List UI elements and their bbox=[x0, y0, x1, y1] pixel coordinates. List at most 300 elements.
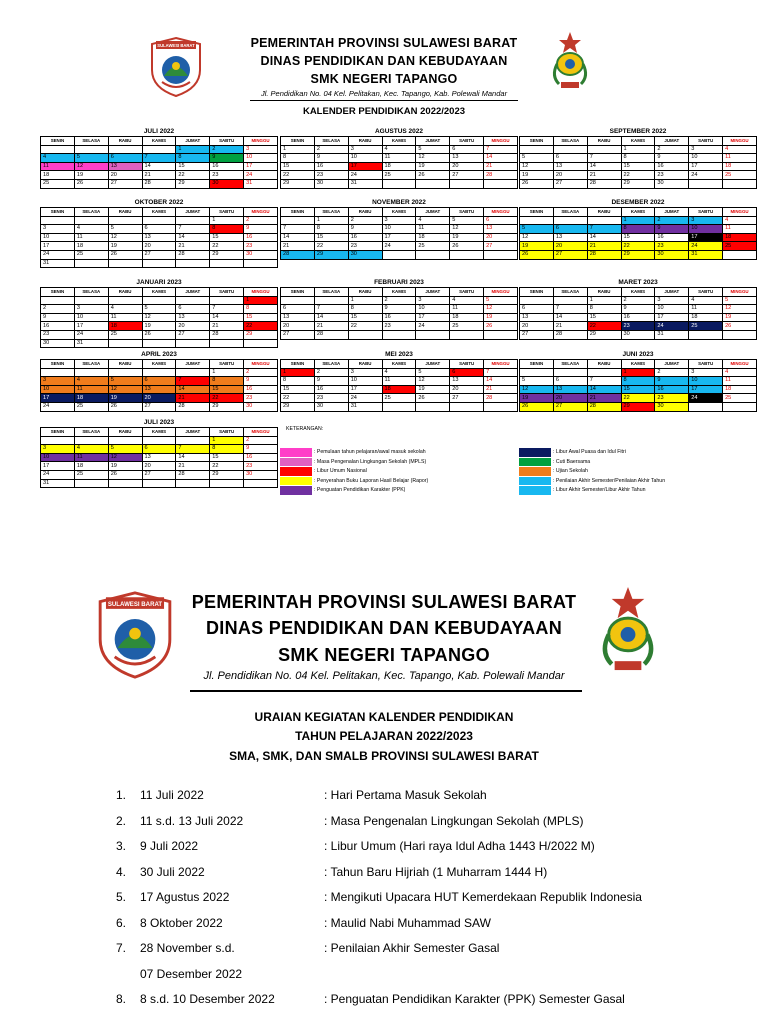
calendar-day: 19 bbox=[723, 313, 757, 322]
calendar-day: 18 bbox=[108, 322, 142, 331]
calendar-day: 3 bbox=[348, 145, 382, 154]
calendar-day: 9 bbox=[244, 225, 278, 234]
calendar-day: 25 bbox=[723, 171, 757, 180]
day-header: RABU bbox=[587, 360, 621, 369]
month-name: MARET 2023 bbox=[618, 279, 658, 286]
calendar-day: 29 bbox=[621, 402, 655, 411]
month-table bbox=[280, 136, 518, 189]
legend-item bbox=[519, 477, 665, 486]
calendar-day: 25 bbox=[450, 322, 484, 331]
calendar-day bbox=[348, 330, 382, 339]
calendar-day: 21 bbox=[587, 242, 621, 251]
day-header: SENIN bbox=[41, 288, 75, 297]
calendar-day: 30 bbox=[348, 250, 382, 259]
month-calendar bbox=[40, 278, 278, 348]
calendar-day: 27 bbox=[142, 250, 176, 259]
calendar-day bbox=[142, 339, 176, 348]
calendar-day: 2 bbox=[621, 296, 655, 305]
calendar-day: 16 bbox=[655, 233, 689, 242]
legend-swatch bbox=[280, 486, 312, 495]
calendar-day: 16 bbox=[655, 385, 689, 394]
calendar-day bbox=[108, 259, 142, 268]
day-header: RABU bbox=[108, 360, 142, 369]
calendar-day: 9 bbox=[655, 377, 689, 386]
calendar-day: 27 bbox=[553, 402, 587, 411]
calendar-day: 10 bbox=[41, 453, 75, 462]
calendar-day: 5 bbox=[520, 377, 554, 386]
calendar-day: 8 bbox=[281, 377, 315, 386]
day-header: SENIN bbox=[520, 288, 554, 297]
calendar-day bbox=[416, 179, 450, 188]
calendar-day bbox=[210, 259, 244, 268]
activity-number: 5. bbox=[116, 890, 127, 904]
calendar-day: 8 bbox=[348, 305, 382, 314]
calendar-day: 12 bbox=[520, 385, 554, 394]
day-header: JUMAT bbox=[655, 137, 689, 146]
calendar-day: 12 bbox=[142, 313, 176, 322]
calendar-day: 17 bbox=[689, 162, 723, 171]
activity-number: 8. bbox=[116, 992, 127, 1006]
calendar-day bbox=[142, 368, 176, 377]
calendar-day: 23 bbox=[210, 171, 244, 180]
calendar-day bbox=[108, 216, 142, 225]
activity-number: 3. bbox=[116, 839, 127, 853]
day-header: KAMIS bbox=[621, 360, 655, 369]
calendar-day: 19 bbox=[416, 385, 450, 394]
calendar-day: 11 bbox=[41, 162, 75, 171]
calendar-day: 12 bbox=[108, 453, 142, 462]
calendar-day: 29 bbox=[281, 402, 315, 411]
calendar-day: 28 bbox=[484, 394, 518, 403]
calendar-day: 14 bbox=[176, 233, 210, 242]
day-header: KAMIS bbox=[621, 208, 655, 217]
calendar-day: 2 bbox=[244, 368, 278, 377]
calendar-day: 25 bbox=[416, 242, 450, 251]
calendar-day: 5 bbox=[484, 296, 518, 305]
calendar-day: 21 bbox=[587, 394, 621, 403]
calendar-day: 26 bbox=[484, 322, 518, 331]
calendar-day: 22 bbox=[621, 242, 655, 251]
calendar-day: 6 bbox=[553, 225, 587, 234]
day-header: SENIN bbox=[41, 428, 75, 437]
calendar-day: 15 bbox=[244, 313, 278, 322]
activity-number: 6. bbox=[116, 915, 127, 930]
calendar-day: 31 bbox=[655, 330, 689, 339]
calendar-day: 8 bbox=[587, 305, 621, 314]
day-header: SELASA bbox=[74, 137, 108, 146]
activity-date: 07 Desember 2022 bbox=[140, 966, 243, 981]
day-header: SENIN bbox=[281, 288, 315, 297]
calendar-day: 27 bbox=[484, 242, 518, 251]
activity-title-2: TAHUN PELAJARAN 2022/2023 bbox=[295, 729, 473, 743]
month-name: JUNI 2023 bbox=[622, 351, 654, 358]
calendar-day: 27 bbox=[553, 250, 587, 259]
calendar-day: 6 bbox=[520, 305, 554, 314]
calendar-day: 18 bbox=[450, 313, 484, 322]
day-header: SELASA bbox=[553, 288, 587, 297]
day-header: SENIN bbox=[520, 137, 554, 146]
calendar-day: 8 bbox=[210, 377, 244, 386]
calendar-day: 1 bbox=[210, 436, 244, 445]
calendar-day bbox=[416, 402, 450, 411]
header2-address: Jl. Pendidikan No. 04 Kel. Pelitakan, Kec. Tapango, Kab. Polewali Mandar bbox=[203, 670, 565, 682]
calendar-day: 2 bbox=[655, 145, 689, 154]
calendar-day: 6 bbox=[142, 445, 176, 454]
calendar-day: 30 bbox=[655, 402, 689, 411]
month-table bbox=[519, 359, 757, 412]
calendar-day: 26 bbox=[520, 250, 554, 259]
calendar-day: 29 bbox=[210, 250, 244, 259]
calendar-day: 9 bbox=[621, 305, 655, 314]
calendar-day: 2 bbox=[655, 368, 689, 377]
calendar-day: 12 bbox=[520, 162, 554, 171]
calendar-day: 13 bbox=[281, 313, 315, 322]
calendar-day: 9 bbox=[210, 154, 244, 163]
calendar-day bbox=[450, 402, 484, 411]
calendar-day: 13 bbox=[108, 162, 142, 171]
day-header: MINGGU bbox=[723, 208, 757, 217]
calendar-day: 23 bbox=[655, 171, 689, 180]
calendar-day: 10 bbox=[244, 154, 278, 163]
calendar-day bbox=[74, 436, 108, 445]
calendar-day bbox=[108, 145, 142, 154]
day-header: JUMAT bbox=[416, 360, 450, 369]
calendar-day: 4 bbox=[723, 368, 757, 377]
calendar-day: 24 bbox=[416, 322, 450, 331]
calendar-day: 14 bbox=[281, 233, 315, 242]
calendar-day: 10 bbox=[41, 385, 75, 394]
calendar-day: 25 bbox=[689, 322, 723, 331]
calendar-day: 15 bbox=[281, 385, 315, 394]
month-calendar bbox=[280, 127, 518, 189]
calendar-day: 25 bbox=[74, 470, 108, 479]
calendar-day: 28 bbox=[553, 330, 587, 339]
calendar-day: 5 bbox=[74, 154, 108, 163]
calendar-day: 27 bbox=[142, 470, 176, 479]
month-name: DESEMBER 2022 bbox=[611, 199, 665, 206]
legend-item bbox=[519, 448, 626, 457]
calendar-day: 24 bbox=[244, 171, 278, 180]
day-header: KAMIS bbox=[142, 137, 176, 146]
calendar-day bbox=[723, 250, 757, 259]
calendar-day: 10 bbox=[689, 377, 723, 386]
calendar-day: 20 bbox=[142, 462, 176, 471]
calendar-day: 7 bbox=[176, 377, 210, 386]
calendar-day: 17 bbox=[74, 322, 108, 331]
calendar-day: 23 bbox=[314, 171, 348, 180]
calendar-day: 21 bbox=[176, 462, 210, 471]
day-header: KAMIS bbox=[382, 208, 416, 217]
legend-label: : Libur Awal Puasa dan Idul Fitri bbox=[553, 449, 626, 456]
calendar-day: 20 bbox=[142, 242, 176, 251]
calendar-day: 5 bbox=[108, 445, 142, 454]
activity-title-3: SMA, SMK, DAN SMALB PROVINSI SULAWESI BARAT bbox=[229, 749, 539, 763]
calendar-day: 15 bbox=[210, 233, 244, 242]
activity-description: : Penguatan Pendidikan Karakter (PPK) Semester Gasal bbox=[324, 992, 625, 1006]
calendar-day: 20 bbox=[450, 385, 484, 394]
calendar-day: 17 bbox=[689, 385, 723, 394]
day-header: SABTU bbox=[689, 288, 723, 297]
calendar-day bbox=[450, 330, 484, 339]
calendar-day bbox=[281, 296, 315, 305]
calendar-day: 29 bbox=[587, 330, 621, 339]
day-header: KAMIS bbox=[142, 288, 176, 297]
calendar-title: KALENDER PENDIDIKAN 2022/2023 bbox=[302, 106, 466, 117]
day-header: SABTU bbox=[210, 208, 244, 217]
day-header: SABTU bbox=[689, 208, 723, 217]
calendar-day bbox=[520, 296, 554, 305]
activity-date: 8 Oktober 2022 bbox=[140, 915, 223, 930]
calendar-day: 20 bbox=[450, 162, 484, 171]
activity-date: 8 s.d. 10 Desember 2022 bbox=[140, 992, 275, 1006]
activity-date: 11 s.d. 13 Juli 2022 bbox=[140, 813, 244, 828]
activity-description: : Penilaian Akhir Semester Gasal bbox=[324, 941, 500, 955]
calendar-day bbox=[553, 145, 587, 154]
calendar-day bbox=[689, 330, 723, 339]
legend-label: : Penyerahan Buku Laporan Hasil Belajar (Rapor) bbox=[314, 477, 429, 484]
calendar-day: 1 bbox=[621, 368, 655, 377]
calendar-day: 16 bbox=[244, 385, 278, 394]
activity-date: 11 Juli 2022 bbox=[140, 788, 204, 802]
day-header: KAMIS bbox=[382, 137, 416, 146]
calendar-day: 22 bbox=[348, 322, 382, 331]
calendar-day bbox=[553, 368, 587, 377]
calendar-day: 26 bbox=[723, 322, 757, 331]
day-header: KAMIS bbox=[621, 288, 655, 297]
calendar-day: 20 bbox=[520, 322, 554, 331]
calendar-day: 14 bbox=[587, 162, 621, 171]
day-header: SELASA bbox=[74, 288, 108, 297]
calendar-day: 19 bbox=[484, 313, 518, 322]
calendar-day: 22 bbox=[210, 242, 244, 251]
calendar-day: 4 bbox=[41, 154, 75, 163]
legend-swatch bbox=[519, 486, 551, 495]
calendar-day: 29 bbox=[621, 250, 655, 259]
calendar-day: 14 bbox=[553, 313, 587, 322]
day-header: MINGGU bbox=[484, 360, 518, 369]
day-header: RABU bbox=[108, 428, 142, 437]
calendar-day: 18 bbox=[382, 385, 416, 394]
day-header: SENIN bbox=[41, 137, 75, 146]
calendar-day: 9 bbox=[655, 225, 689, 234]
calendar-day bbox=[210, 296, 244, 305]
calendar-day: 23 bbox=[655, 394, 689, 403]
calendar-day bbox=[108, 436, 142, 445]
calendar-day: 25 bbox=[723, 394, 757, 403]
calendar-day: 4 bbox=[108, 305, 142, 314]
calendar-day: 19 bbox=[520, 171, 554, 180]
calendar-day: 3 bbox=[689, 145, 723, 154]
calendar-day: 6 bbox=[553, 154, 587, 163]
calendar-day: 21 bbox=[484, 162, 518, 171]
calendar-day: 1 bbox=[281, 145, 315, 154]
calendar-day: 30 bbox=[244, 402, 278, 411]
day-header: RABU bbox=[108, 137, 142, 146]
calendar-day: 18 bbox=[74, 462, 108, 471]
calendar-day bbox=[142, 216, 176, 225]
calendar-day: 13 bbox=[484, 225, 518, 234]
month-calendar bbox=[519, 198, 757, 260]
calendar-day: 17 bbox=[41, 394, 75, 403]
day-header: SELASA bbox=[314, 360, 348, 369]
calendar-day bbox=[416, 250, 450, 259]
calendar-day: 5 bbox=[416, 145, 450, 154]
day-header: JUMAT bbox=[416, 208, 450, 217]
calendar-day: 24 bbox=[382, 242, 416, 251]
calendar-day: 7 bbox=[587, 154, 621, 163]
calendar-day bbox=[553, 216, 587, 225]
day-header: SENIN bbox=[41, 360, 75, 369]
calendar-day: 19 bbox=[520, 242, 554, 251]
month-name: JULI 2022 bbox=[143, 128, 175, 135]
calendar-day: 4 bbox=[74, 445, 108, 454]
calendar-day: 31 bbox=[41, 479, 75, 488]
calendar-day: 15 bbox=[348, 313, 382, 322]
calendar-day: 20 bbox=[108, 171, 142, 180]
calendar-day: 3 bbox=[41, 225, 75, 234]
calendar-day: 21 bbox=[587, 171, 621, 180]
month-table bbox=[40, 287, 278, 348]
calendar-day: 1 bbox=[621, 216, 655, 225]
calendar-day: 12 bbox=[416, 154, 450, 163]
calendar-day: 29 bbox=[176, 179, 210, 188]
calendar-day: 22 bbox=[621, 171, 655, 180]
calendar-day: 26 bbox=[108, 470, 142, 479]
calendar-day: 23 bbox=[655, 242, 689, 251]
calendar-day bbox=[587, 368, 621, 377]
calendar-day bbox=[244, 259, 278, 268]
calendar-day: 23 bbox=[244, 394, 278, 403]
calendar-day: 11 bbox=[74, 233, 108, 242]
calendar-day: 20 bbox=[553, 171, 587, 180]
calendar-day: 14 bbox=[484, 377, 518, 386]
day-header: JUMAT bbox=[416, 288, 450, 297]
day-header: MINGGU bbox=[723, 288, 757, 297]
calendar-day: 17 bbox=[348, 162, 382, 171]
header2-line-2: DINAS PENDIDIKAN DAN KEBUDAYAAN bbox=[205, 618, 562, 638]
calendar-day: 12 bbox=[520, 233, 554, 242]
calendar-day bbox=[108, 368, 142, 377]
calendar-day: 11 bbox=[74, 453, 108, 462]
header2-divider bbox=[190, 690, 582, 692]
calendar-day: 17 bbox=[416, 313, 450, 322]
activity-date: 9 Juli 2022 bbox=[140, 839, 199, 853]
calendar-day: 23 bbox=[382, 322, 416, 331]
calendar-day: 14 bbox=[142, 162, 176, 171]
legend-label: : Libur Akhir Semester/Libur Akhir Tahun bbox=[553, 487, 646, 494]
calendar-day: 17 bbox=[41, 242, 75, 251]
calendar-day: 21 bbox=[176, 242, 210, 251]
calendar-day: 25 bbox=[74, 402, 108, 411]
legend-swatch bbox=[280, 448, 312, 457]
calendar-day: 30 bbox=[655, 179, 689, 188]
calendar-day: 8 bbox=[176, 154, 210, 163]
legend-item bbox=[519, 458, 590, 467]
calendar-day: 1 bbox=[176, 145, 210, 154]
svg-text:SULAWESI BARAT: SULAWESI BARAT bbox=[107, 600, 163, 608]
calendar-day: 4 bbox=[723, 145, 757, 154]
calendar-day: 10 bbox=[416, 305, 450, 314]
legend-label: : Cuti Baersama bbox=[553, 458, 591, 465]
calendar-day: 14 bbox=[210, 313, 244, 322]
activity-number: 4. bbox=[116, 864, 127, 879]
month-table bbox=[519, 207, 757, 260]
calendar-day: 15 bbox=[176, 162, 210, 171]
calendar-day: 16 bbox=[314, 385, 348, 394]
activity-description: : Masa Pengenalan Lingkungan Sekolah (MPLS) bbox=[324, 813, 584, 828]
day-header: KAMIS bbox=[382, 360, 416, 369]
calendar-day: 7 bbox=[210, 305, 244, 314]
day-header: JUMAT bbox=[655, 288, 689, 297]
day-header: MINGGU bbox=[484, 208, 518, 217]
calendar-day: 6 bbox=[553, 377, 587, 386]
calendar-day: 6 bbox=[108, 154, 142, 163]
activity-description: : Mengikuti Upacara HUT Kemerdekaan Republik Indonesia bbox=[324, 890, 642, 904]
calendar-day: 16 bbox=[621, 313, 655, 322]
calendar-day: 26 bbox=[450, 242, 484, 251]
calendar-day: 8 bbox=[314, 225, 348, 234]
header-line-3: SMK NEGERI TAPANGO bbox=[310, 72, 458, 86]
calendar-day bbox=[281, 216, 315, 225]
month-name: OKTOBER 2022 bbox=[134, 199, 184, 206]
calendar-day bbox=[176, 216, 210, 225]
month-name: SEPTEMBER 2022 bbox=[609, 128, 667, 135]
calendar-day: 26 bbox=[74, 179, 108, 188]
calendar-day bbox=[74, 216, 108, 225]
calendar-day: 4 bbox=[689, 296, 723, 305]
legend-item bbox=[280, 486, 405, 495]
calendar-day: 8 bbox=[621, 154, 655, 163]
calendar-day: 15 bbox=[621, 233, 655, 242]
header-line-1: PEMERINTAH PROVINSI SULAWESI BARAT bbox=[250, 36, 518, 50]
calendar-day: 2 bbox=[382, 296, 416, 305]
calendar-day: 11 bbox=[723, 225, 757, 234]
calendar-day: 27 bbox=[520, 330, 554, 339]
calendar-day: 7 bbox=[587, 225, 621, 234]
calendar-day: 16 bbox=[244, 233, 278, 242]
month-calendar bbox=[519, 350, 757, 412]
legend-swatch bbox=[519, 467, 551, 476]
calendar-day: 26 bbox=[416, 394, 450, 403]
day-header: RABU bbox=[348, 137, 382, 146]
calendar-day: 6 bbox=[142, 225, 176, 234]
month-calendar bbox=[280, 278, 518, 340]
month-name: JANUARI 2023 bbox=[136, 279, 182, 286]
legend-item bbox=[280, 477, 428, 486]
calendar-day: 4 bbox=[416, 216, 450, 225]
day-header: JUMAT bbox=[416, 137, 450, 146]
calendar-day: 1 bbox=[621, 145, 655, 154]
calendar-day: 11 bbox=[723, 154, 757, 163]
calendar-day bbox=[176, 339, 210, 348]
day-header: MINGGU bbox=[244, 288, 278, 297]
calendar-day: 19 bbox=[74, 171, 108, 180]
legend-swatch bbox=[280, 477, 312, 486]
calendar-day bbox=[553, 296, 587, 305]
month-name: FEBRUARI 2023 bbox=[374, 279, 424, 286]
calendar-day: 24 bbox=[689, 171, 723, 180]
calendar-day: 6 bbox=[281, 305, 315, 314]
calendar-day: 9 bbox=[382, 305, 416, 314]
calendar-day: 5 bbox=[520, 225, 554, 234]
calendar-day: 24 bbox=[689, 394, 723, 403]
calendar-day: 23 bbox=[314, 394, 348, 403]
legend-swatch bbox=[280, 458, 312, 467]
calendar-day: 20 bbox=[142, 394, 176, 403]
calendar-day bbox=[142, 145, 176, 154]
calendar-day: 18 bbox=[723, 233, 757, 242]
calendar-day bbox=[587, 145, 621, 154]
